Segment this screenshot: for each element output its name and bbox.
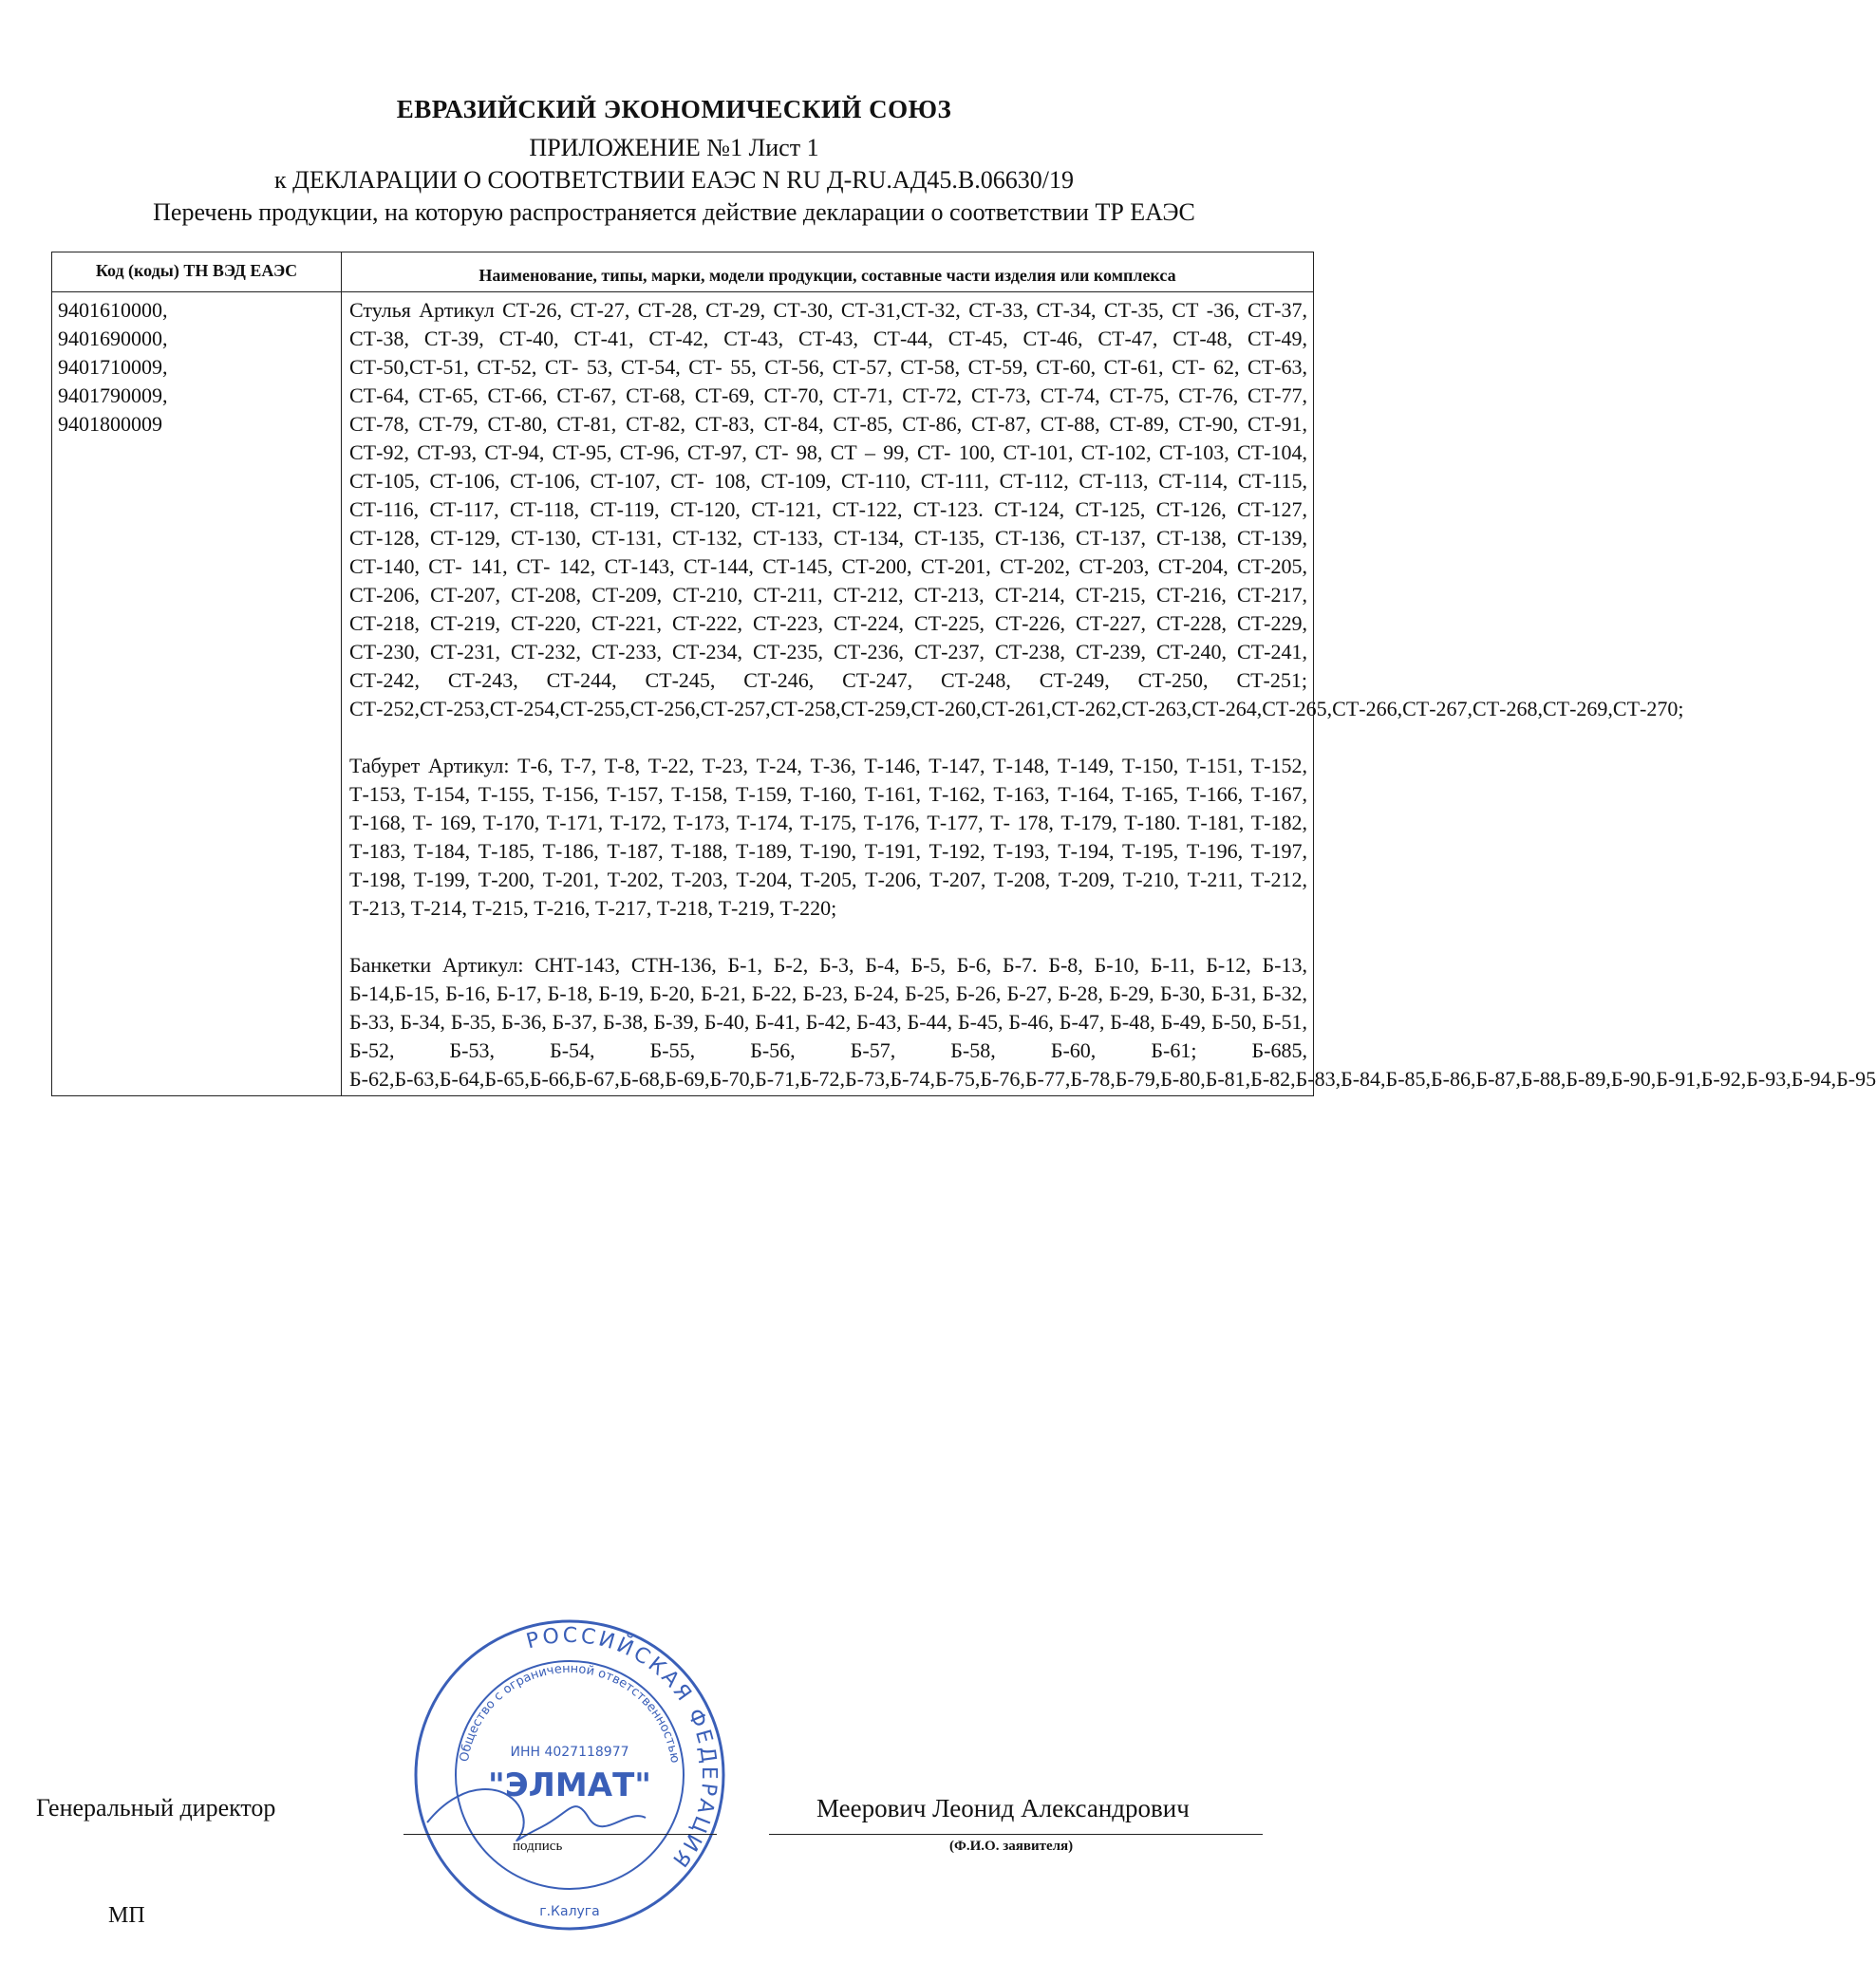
code-item: 9401610000, [58,298,168,322]
signer-role: Генеральный директор [36,1794,276,1822]
signature-caption: подпись [513,1839,563,1854]
stamp-inn: ИНН 4027118977 [510,1745,629,1760]
stamp-outer-text: РОССИЙСКАЯ ФЕДЕРАЦИЯ [523,1623,722,1874]
signature-area [0,1614,1348,1955]
stamp-city: г.Калуга [539,1904,600,1919]
name-line [769,1834,1263,1835]
signer-name: Меерович Леонид Александрович [816,1794,1190,1822]
appendix-title: ПРИЛОЖЕНИЕ №1 Лист 1 [529,134,819,161]
chairs-list: Стулья Артикул СТ-26, СТ-27, СТ-28, СТ-29, СТ-30, СТ-31,СТ-32, СТ-33, СТ-34, СТ-35, СТ -36, СТ-37, СТ-38, СТ-39, СТ-40, СТ-41, СТ-42, СТ-43, СТ-43, СТ-44, СТ-45, СТ-46, СТ-47, СТ-48, СТ-49, СТ-50,СТ-51, СТ-52, СТ- 53, СТ-54, СТ- 55, СТ-56, СТ-57, СТ-58, СТ-59, СТ-60, СТ-61, СТ- 62, СТ-63, СТ-64, СТ-65, СТ-66, СТ-67, СТ-68, СТ-69, СТ-70, СТ-71, СТ-72, СТ-73, СТ-74, СТ-75, СТ-76, СТ-77, СТ-78, СТ-79, СТ-80, СТ-81, СТ-82, СТ-83, СТ-84, СТ-85, СТ-86, СТ-87, СТ-88, СТ-89, СТ-90, СТ-91, СТ-92, СТ-93, СТ-94, СТ-95, СТ-96, СТ-97, СТ- 98, СТ – 99, СТ- 100, СТ-101, СТ-102, СТ-103, СТ-104, СТ-105, СТ-106, СТ-106, СТ-107, СТ- 108, СТ-109, СТ-110, СТ-111, СТ-112, СТ-113, СТ-114, СТ-115, СТ-116, СТ-117, СТ-118, СТ-119, СТ-120, СТ-121, СТ-122, СТ-123. СТ-124, СТ-125, СТ-126, СТ-127, СТ-128, СТ-129, СТ-130, СТ-131, СТ-132, СТ-133, СТ-134, СТ-135, СТ-136, СТ-137, СТ-138, СТ-139, СТ-140, СТ- 141, СТ- 142, СТ-143, СТ-144, СТ-145, СТ-200, СТ-201, СТ-202, СТ-203, СТ-204, СТ-205, СТ-206, СТ-207, СТ-208, СТ-209, СТ-210, СТ-211, СТ-212, СТ-213, СТ-214, СТ-215, СТ-216, СТ-217, СТ-218, СТ-219, СТ-220, СТ-221, СТ-222, СТ-223, СТ-224, СТ-225, СТ-226, СТ-227, СТ-228, СТ-229, СТ-230, СТ-231, СТ-232, СТ-233, СТ-234, СТ-235, СТ-236, СТ-237, СТ-238, СТ-239, СТ-240, СТ-241, СТ-242, СТ-243, СТ-244, СТ-245, СТ-246, СТ-247, СТ-248, СТ-249, СТ-250, СТ-251; СТ-252,СТ-253,СТ-254,СТ-255,СТ-256,СТ-257,СТ-258,СТ-259,СТ-260,СТ-261,СТ-262,СТ-263,СТ-264,СТ-265,СТ-266,СТ-267,СТ-268,СТ-269,СТ-270; [349,298,1684,720]
company-stamp [408,1614,731,1936]
codes-cell [52,292,342,1096]
code-item: 9401790009, [58,383,168,407]
code-item: 9401710009, [58,355,168,379]
products-table [51,252,1876,1096]
table-row [52,292,1314,1096]
signature-line [403,1834,717,1835]
stools-list: Табурет Артикул: Т-6, Т-7, Т-8, Т-22, Т-23, Т-24, Т-36, Т-146, Т-147, Т-148, Т-149, Т-150, Т-151, Т-152, Т-153, Т-154, Т-155, Т-156, Т-157, Т-158, Т-159, Т-160, Т-161, Т-162, Т-163, Т-164, Т-165, Т-166, Т-167, Т-168, Т- 169, Т-170, Т-171, Т-172, Т-173, Т-174, Т-175, Т-176, Т-177, Т- 178, Т-179, Т-180. Т-181, Т-182, Т-183, Т-184, Т-185, Т-186, Т-187, Т-188, Т-189, Т-190, Т-191, Т-192, Т-193, Т-194, Т-195, Т-196, Т-197, Т-198, Т-199, Т-200, Т-201, Т-202, Т-203, Т-204, Т-205, Т-206, Т-207, Т-208, Т-209, Т-210, Т-211, Т-212, Т-213, Т-214, Т-215, Т-216, Т-217, Т-218, Т-219, Т-220; [349,754,1307,920]
names-cell [342,292,1876,1096]
name-caption: (Ф.И.О. заявителя) [949,1839,1074,1854]
code-item: 9401690000, [58,327,168,350]
code-item: 9401800009 [58,412,162,436]
list-intro: Перечень продукции, на которую распространяется действие декларации о соответствии ТР ЕАЭС [153,198,1195,226]
declaration-number: к ДЕКЛАРАЦИИ О СООТВЕТСТВИИ ЕАЭС N RU Д-RU.АД45.В.06630/19 [273,166,1075,194]
benches-list: Банкетки Артикул: СНТ-143, СТН-136, Б-1, Б-2, Б-3, Б-4, Б-5, Б-6, Б-7. Б-8, Б-10, Б-11, Б-12, Б-13, Б-14,Б-15, Б-16, Б-17, Б-18, Б-19, Б-20, Б-21, Б-22, Б-23, Б-24, Б-25, Б-26, Б-27, Б-28, Б-29, Б-30, Б-31, Б-32, Б-33, Б-34, Б-35, Б-36, Б-37, Б-38, Б-39, Б-40, Б-41, Б-42, Б-43, Б-44, Б-45, Б-46, Б-47, Б-48, Б-49, Б-50, Б-51, Б-52, Б-53, Б-54, Б-55, Б-56, Б-57, Б-58, Б-60, Б-61; Б-685, Б-62,Б-63,Б-64,Б-65,Б-66,Б-67,Б-68,Б-69,Б-70,Б-71,Б-72,Б-73,Б-74,Б-75,Б-76,Б-77,Б-78,Б-79,Б-80,Б-81,Б-82,Б-83,Б-84,Б-85,Б-86,Б-87,Б-88,Б-89,Б-90,Б-91,Б-92,Б-93,Б-94,Б-95 [349,953,1876,1091]
name-column-header: Наименование, типы, марки, модели продукции, составные части изделия или комплекса [342,252,1314,292]
stamp-inner-text: Общество с ограниченной ответственностью [457,1661,683,1765]
document-header [0,95,1348,227]
stamp-company: "ЭЛМАТ" [488,1766,651,1804]
union-title: ЕВРАЗИЙСКИЙ ЭКОНОМИЧЕСКИЙ СОЮЗ [396,95,952,123]
table-header-row [52,252,1314,292]
seal-label: МП [108,1903,145,1928]
code-column-header: Код (коды) ТН ВЭД ЕАЭС [52,252,342,292]
